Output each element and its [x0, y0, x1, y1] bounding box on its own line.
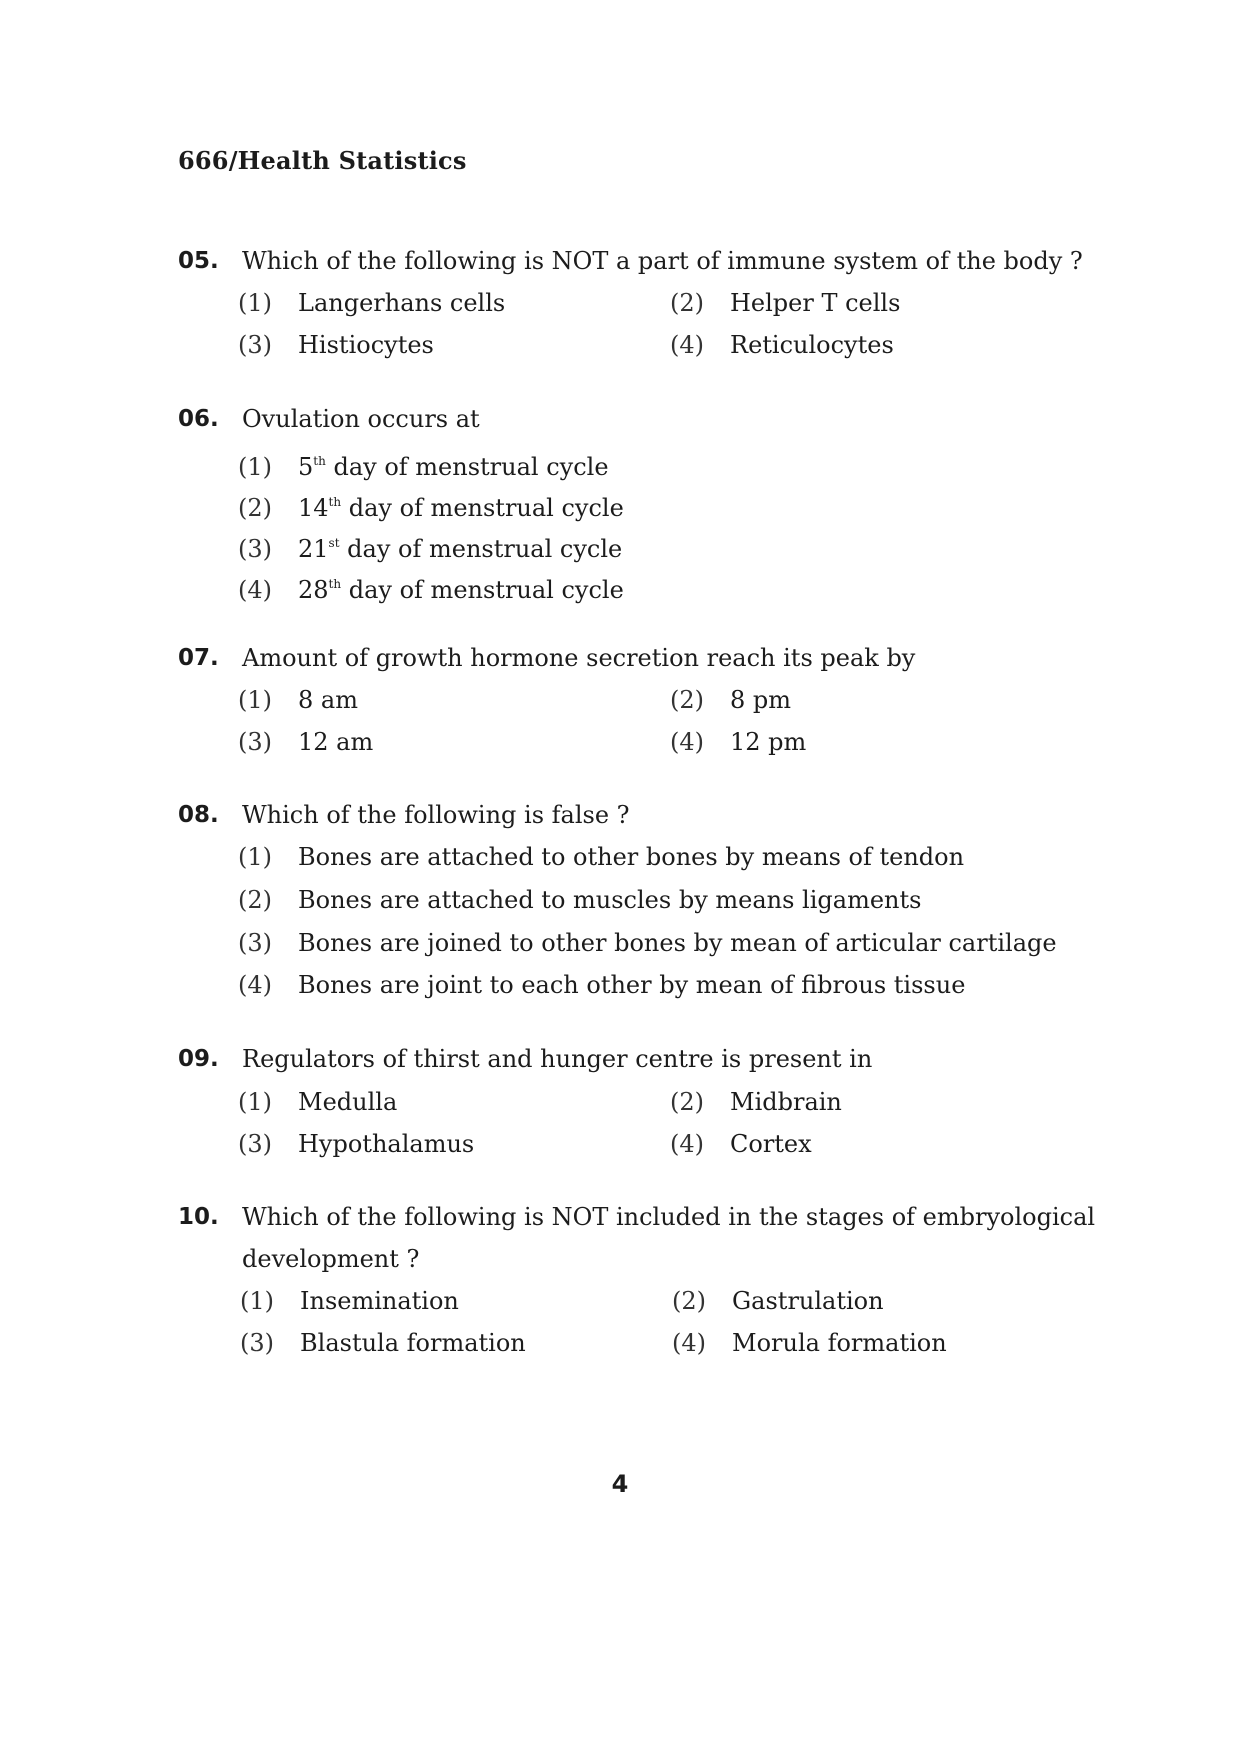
option-4: (4) Reticulocytes	[670, 331, 894, 359]
question-10	[178, 1196, 1178, 1280]
option-4: (4) 12 pm	[670, 728, 807, 756]
question-number: 09.	[178, 1046, 219, 1072]
option-1: (1) 5th day of menstrual cycle	[238, 453, 609, 481]
question-text: Which of the following is NOT a part of immune system of the body ?	[242, 247, 1083, 275]
option-2: (2) Bones are attached to muscles by means ligaments	[238, 886, 922, 914]
option-1: (1) Insemination	[240, 1287, 459, 1315]
option-3: (3) Hypothalamus	[238, 1130, 475, 1158]
option-2: (2) Gastrulation	[672, 1287, 884, 1315]
option-4: (4) Bones are joint to each other by mean of fibrous tissue	[238, 971, 966, 999]
option-1: (1) 8 am	[238, 686, 358, 714]
question-09	[178, 1038, 1178, 1080]
page-header: 666/Health Statistics	[178, 146, 467, 175]
question-number: 05.	[178, 248, 219, 274]
option-1: (1) Langerhans cells	[238, 289, 506, 317]
option-2: (2) Midbrain	[670, 1088, 842, 1116]
question-number: 08.	[178, 802, 219, 828]
question-text-line-1: Which of the following is NOT included in the stages of embryological	[242, 1203, 1096, 1231]
option-4: (4) 28th day of menstrual cycle	[238, 576, 624, 604]
question-number: 10.	[178, 1204, 219, 1230]
question-text-line-2: development ?	[242, 1245, 420, 1273]
option-2: (2) Helper T cells	[670, 289, 901, 317]
question-text: Amount of growth hormone secretion reach its peak by	[242, 644, 916, 672]
question-text: Ovulation occurs at	[242, 405, 480, 433]
page-number: 4	[611, 1470, 629, 1498]
question-06	[178, 398, 1178, 440]
option-3: (3) 21st day of menstrual cycle	[238, 535, 623, 563]
option-3: (3) Histiocytes	[238, 331, 434, 359]
option-4: (4) Morula formation	[672, 1329, 947, 1357]
question-number: 06.	[178, 406, 219, 432]
option-1: (1) Medulla	[238, 1088, 398, 1116]
option-3: (3) Bones are joined to other bones by mean of articular cartilage	[238, 929, 1057, 957]
option-2: (2) 8 pm	[670, 686, 792, 714]
option-2: (2) 14th day of menstrual cycle	[238, 494, 624, 522]
option-1: (1) Bones are attached to other bones by means of tendon	[238, 843, 965, 871]
option-3: (3) Blastula formation	[240, 1329, 526, 1357]
option-3: (3) 12 am	[238, 728, 374, 756]
question-05	[178, 240, 1178, 282]
question-08	[178, 794, 1178, 836]
question-07	[178, 637, 1178, 679]
question-text: Which of the following is false ?	[242, 801, 630, 829]
question-text: Regulators of thirst and hunger centre is present in	[242, 1045, 873, 1073]
question-number: 07.	[178, 645, 219, 671]
option-4: (4) Cortex	[670, 1130, 812, 1158]
